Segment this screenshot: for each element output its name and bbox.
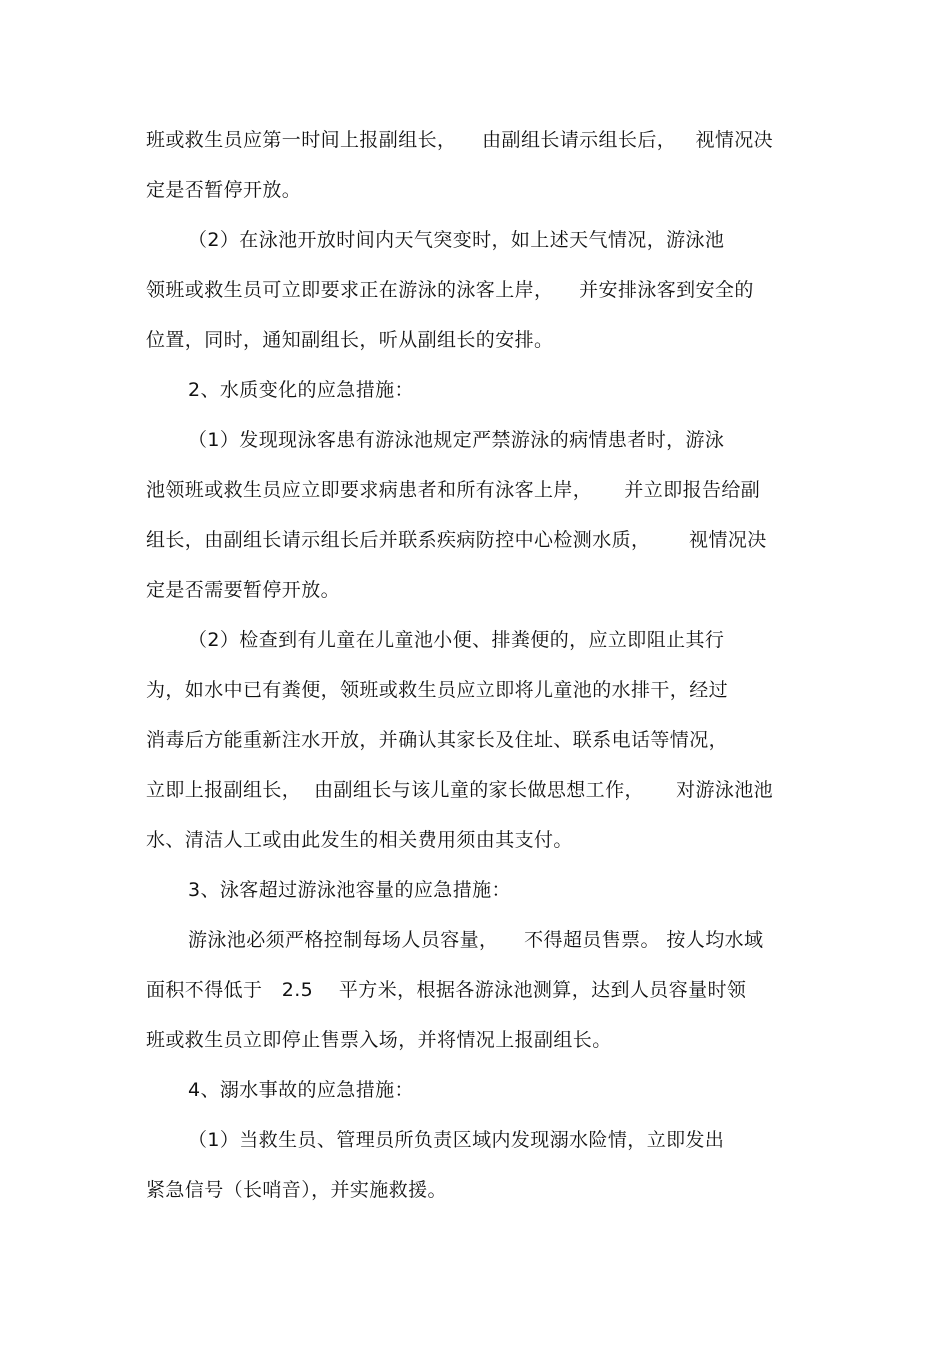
paragraph-line: 为，如水中已有粪便，领班或救生员应立即将儿童池的水排干，经过 [146,679,729,701]
paragraph-line: 班或救生员应第一时间上报副组长， 由副组长请示组长后， 视情况决 [146,129,774,151]
paragraph-line: 水、清洁人工或由此发生的相关费用须由其支付。 [146,829,573,851]
paragraph-line: 定是否暂停开放。 [146,179,302,201]
section-heading: 4、溺水事故的应急措施： [188,1079,414,1101]
paragraph-line: 组长，由副组长请示组长后并联系疾病防控中心检测水质， 视情况决 [146,529,767,551]
paragraph-line: 定是否需要暂停开放。 [146,579,341,601]
paragraph-line: 领班或救生员可立即要求正在游泳的泳客上岸， 并安排泳客到安全的 [146,279,754,301]
paragraph-line: 立即上报副组长， 由副组长与该儿童的家长做思想工作， 对游泳池池 [146,779,774,801]
section-heading: 2、水质变化的应急措施： [188,379,414,401]
paragraph-line: 池领班或救生员应立即要求病患者和所有泳客上岸， 并立即报告给副 [146,479,761,501]
paragraph-line: 位置，同时，通知副组长，听从副组长的安排。 [146,329,554,351]
paragraph-line: （1）当救生员、管理员所负责区域内发现溺水险情，立即发出 [188,1129,725,1151]
paragraph-line: 面积不得低于 2.5 平方米，根据各游泳池测算，达到人员容量时领 [146,979,747,1001]
paragraph-line: 紧急信号（长哨音），并实施救援。 [146,1179,447,1201]
paragraph-line: 消毒后方能重新注水开放，并确认其家长及住址、联系电话等情况， [146,729,729,751]
paragraph-line: （2）检查到有儿童在儿童池小便、排粪便的，应立即阻止其行 [188,629,725,651]
paragraph-line: （1）发现现泳客患有游泳池规定严禁游泳的病情患者时，游泳 [188,429,725,451]
paragraph-line: 班或救生员立即停止售票入场，并将情况上报副组长。 [146,1029,612,1051]
section-heading: 3、泳客超过游泳池容量的应急措施： [188,879,511,901]
paragraph-line: 游泳池必须严格控制每场人员容量， 不得超员售票。 按人均水域 [188,929,764,951]
paragraph-line: （2）在泳池开放时间内天气突变时，如上述天气情况，游泳池 [188,229,725,251]
